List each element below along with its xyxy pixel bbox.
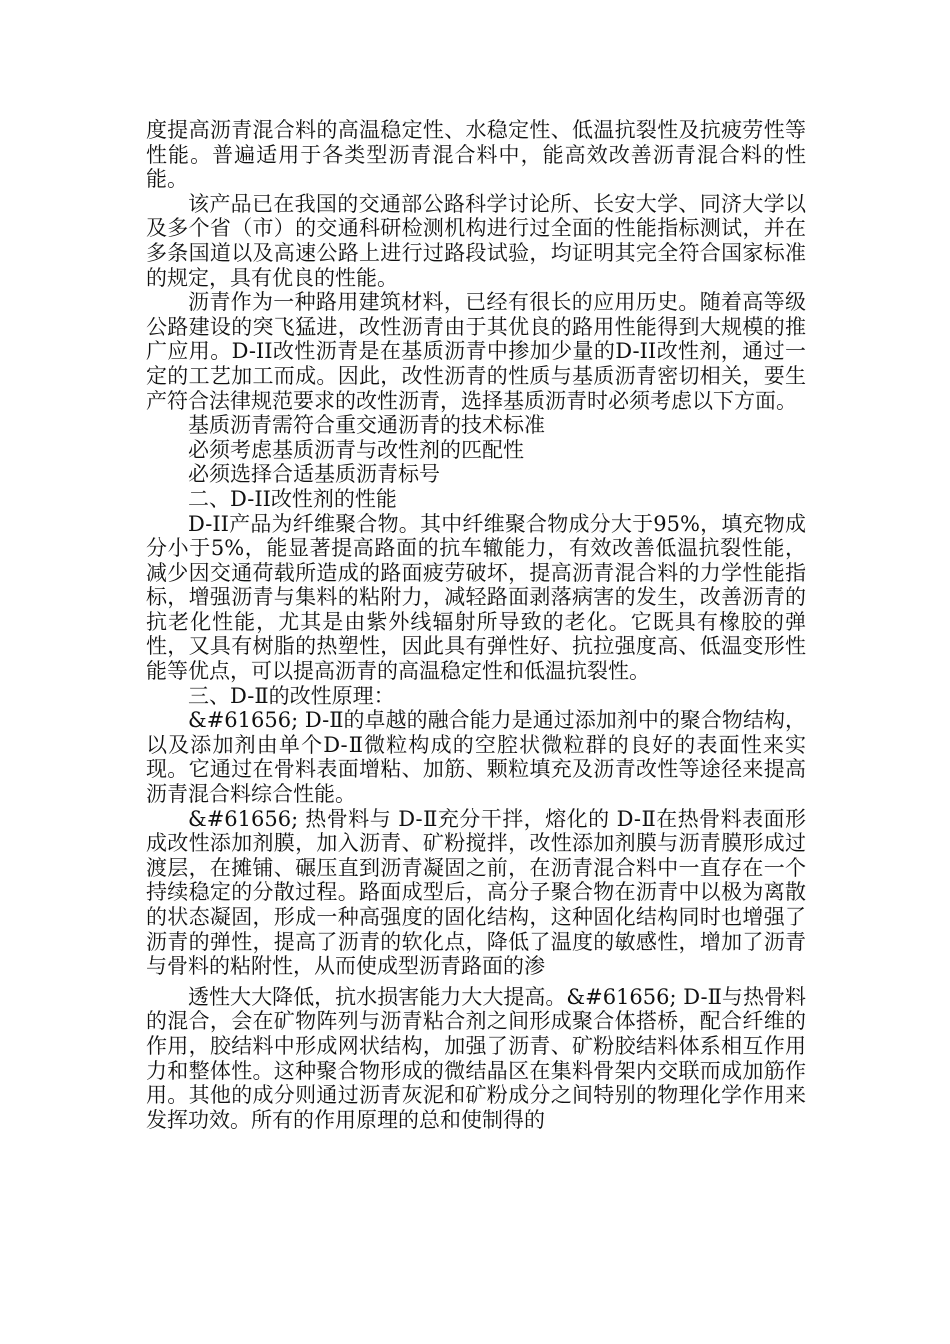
paragraph-modifier-properties: D-II产品为纤维聚合物。其中纤维聚合物成分大于95%，填充物成分小于5%，能显著提高路面的抗车辙能力，有效改善低温抗裂性能，减少因交通荷载所造成的路面疲劳破坏，提高沥青混合料的力学性能指标，增强沥青与集料的粘附力，减轻路面剥落病害的发生，改善沥青的抗老化性能，尤其是由紫外线辐射所导致的老化。它既具有橡胶的弹性，又具有树脂的热塑性，因此具有弹性好、抗拉强度高、低温变形性能等优点，可以提高沥青的高温稳定性和低温抗裂性。 bbox=[146, 511, 806, 684]
section-heading-2: 二、D-II改性剂的性能 bbox=[188, 486, 397, 511]
paragraph-product-testing: 该产品已在我国的交通部公路科学讨论所、长安大学、同济大学以及多个省（市）的交通科研检测机构进行过全面的性能指标测试，并在多条国道以及高速公路上进行过路段试验，均证明其完全符合国家标准的规定，具有优良的性能。 bbox=[146, 191, 806, 290]
paragraph-principle-2: &#61656; 热骨料与 D-Ⅱ充分干拌，熔化的 D-Ⅱ在热骨料表面形成改性添加剂膜，加入沥青、矿粉搅拌，改性添加剂膜与沥青膜形成过渡层，在摊铺、碾压直到沥青凝固之前，在沥青混合料中一直存在一个持续稳定的分散过程。路面成型后，高分子聚合物在沥青中以极为离散的状态凝固，形成一种高强度的固化结构，这种固化结构同时也增强了沥青的弹性，提高了沥青的软化点，降低了温度的敏感性，增加了沥青与骨料的粘附性，从而使成型沥青路面的渗 bbox=[146, 806, 806, 979]
paragraph-principle-3: 透性大大降低，抗水损害能力大大提高。&#61656; D-Ⅱ与热骨料的混合，会在矿物阵列与沥青粘合剂之间形成聚合体搭桥，配合纤维的作用，胶结料中形成网状结构，加强了沥青、矿粉胶结料体系相互作用力和整体性。这种聚合物形成的微结晶区在集料骨架内交联而成加筋作用。其他的成分则通过沥青灰泥和矿粉成分之间特别的物理化学作用来发挥功效。所有的作用原理的总和使制得的 bbox=[146, 984, 806, 1132]
list-item-requirement-3: 必须选择合适基质沥青标号 bbox=[188, 462, 440, 487]
paragraph-asphalt-history: 沥青作为一种路用建筑材料，已经有很长的应用历史。随着高等级公路建设的突飞猛进，改性沥青由于其优良的路用性能得到大规模的推广应用。D-II改性沥青是在基质沥青中掺加少量的D-II改性剂，通过一定的工艺加工而成。因此，改性沥青的性质与基质沥青密切相关，要生产符合法律规范要求的改性沥青，选择基质沥青时必须考虑以下方面。 bbox=[146, 290, 806, 413]
section-heading-3: 三、D-Ⅱ的改性原理： bbox=[188, 683, 395, 708]
document-body bbox=[146, 118, 806, 1132]
list-item-requirement-1: 基质沥青需符合重交通沥青的技术标准 bbox=[188, 413, 545, 438]
paragraph-principle-1: &#61656; D-Ⅱ的卓越的融合能力是通过添加剂中的聚合物结构，以及添加剂由单个D-Ⅱ微粒构成的空腔状微粒群的良好的表面性来实现。它通过在骨料表面增粘、加筋、颗粒填充及沥青改性等途径来提高沥青混合料综合性能。 bbox=[146, 708, 806, 807]
paragraph-intro-continuation: 度提高沥青混合料的高温稳定性、水稳定性、低温抗裂性及抗疲劳性等性能。普遍适用于各类型沥青混合料中，能高效改善沥青混合料的性能。 bbox=[146, 118, 806, 192]
list-item-requirement-2: 必须考虑基质沥青与改性剂的匹配性 bbox=[188, 437, 524, 462]
